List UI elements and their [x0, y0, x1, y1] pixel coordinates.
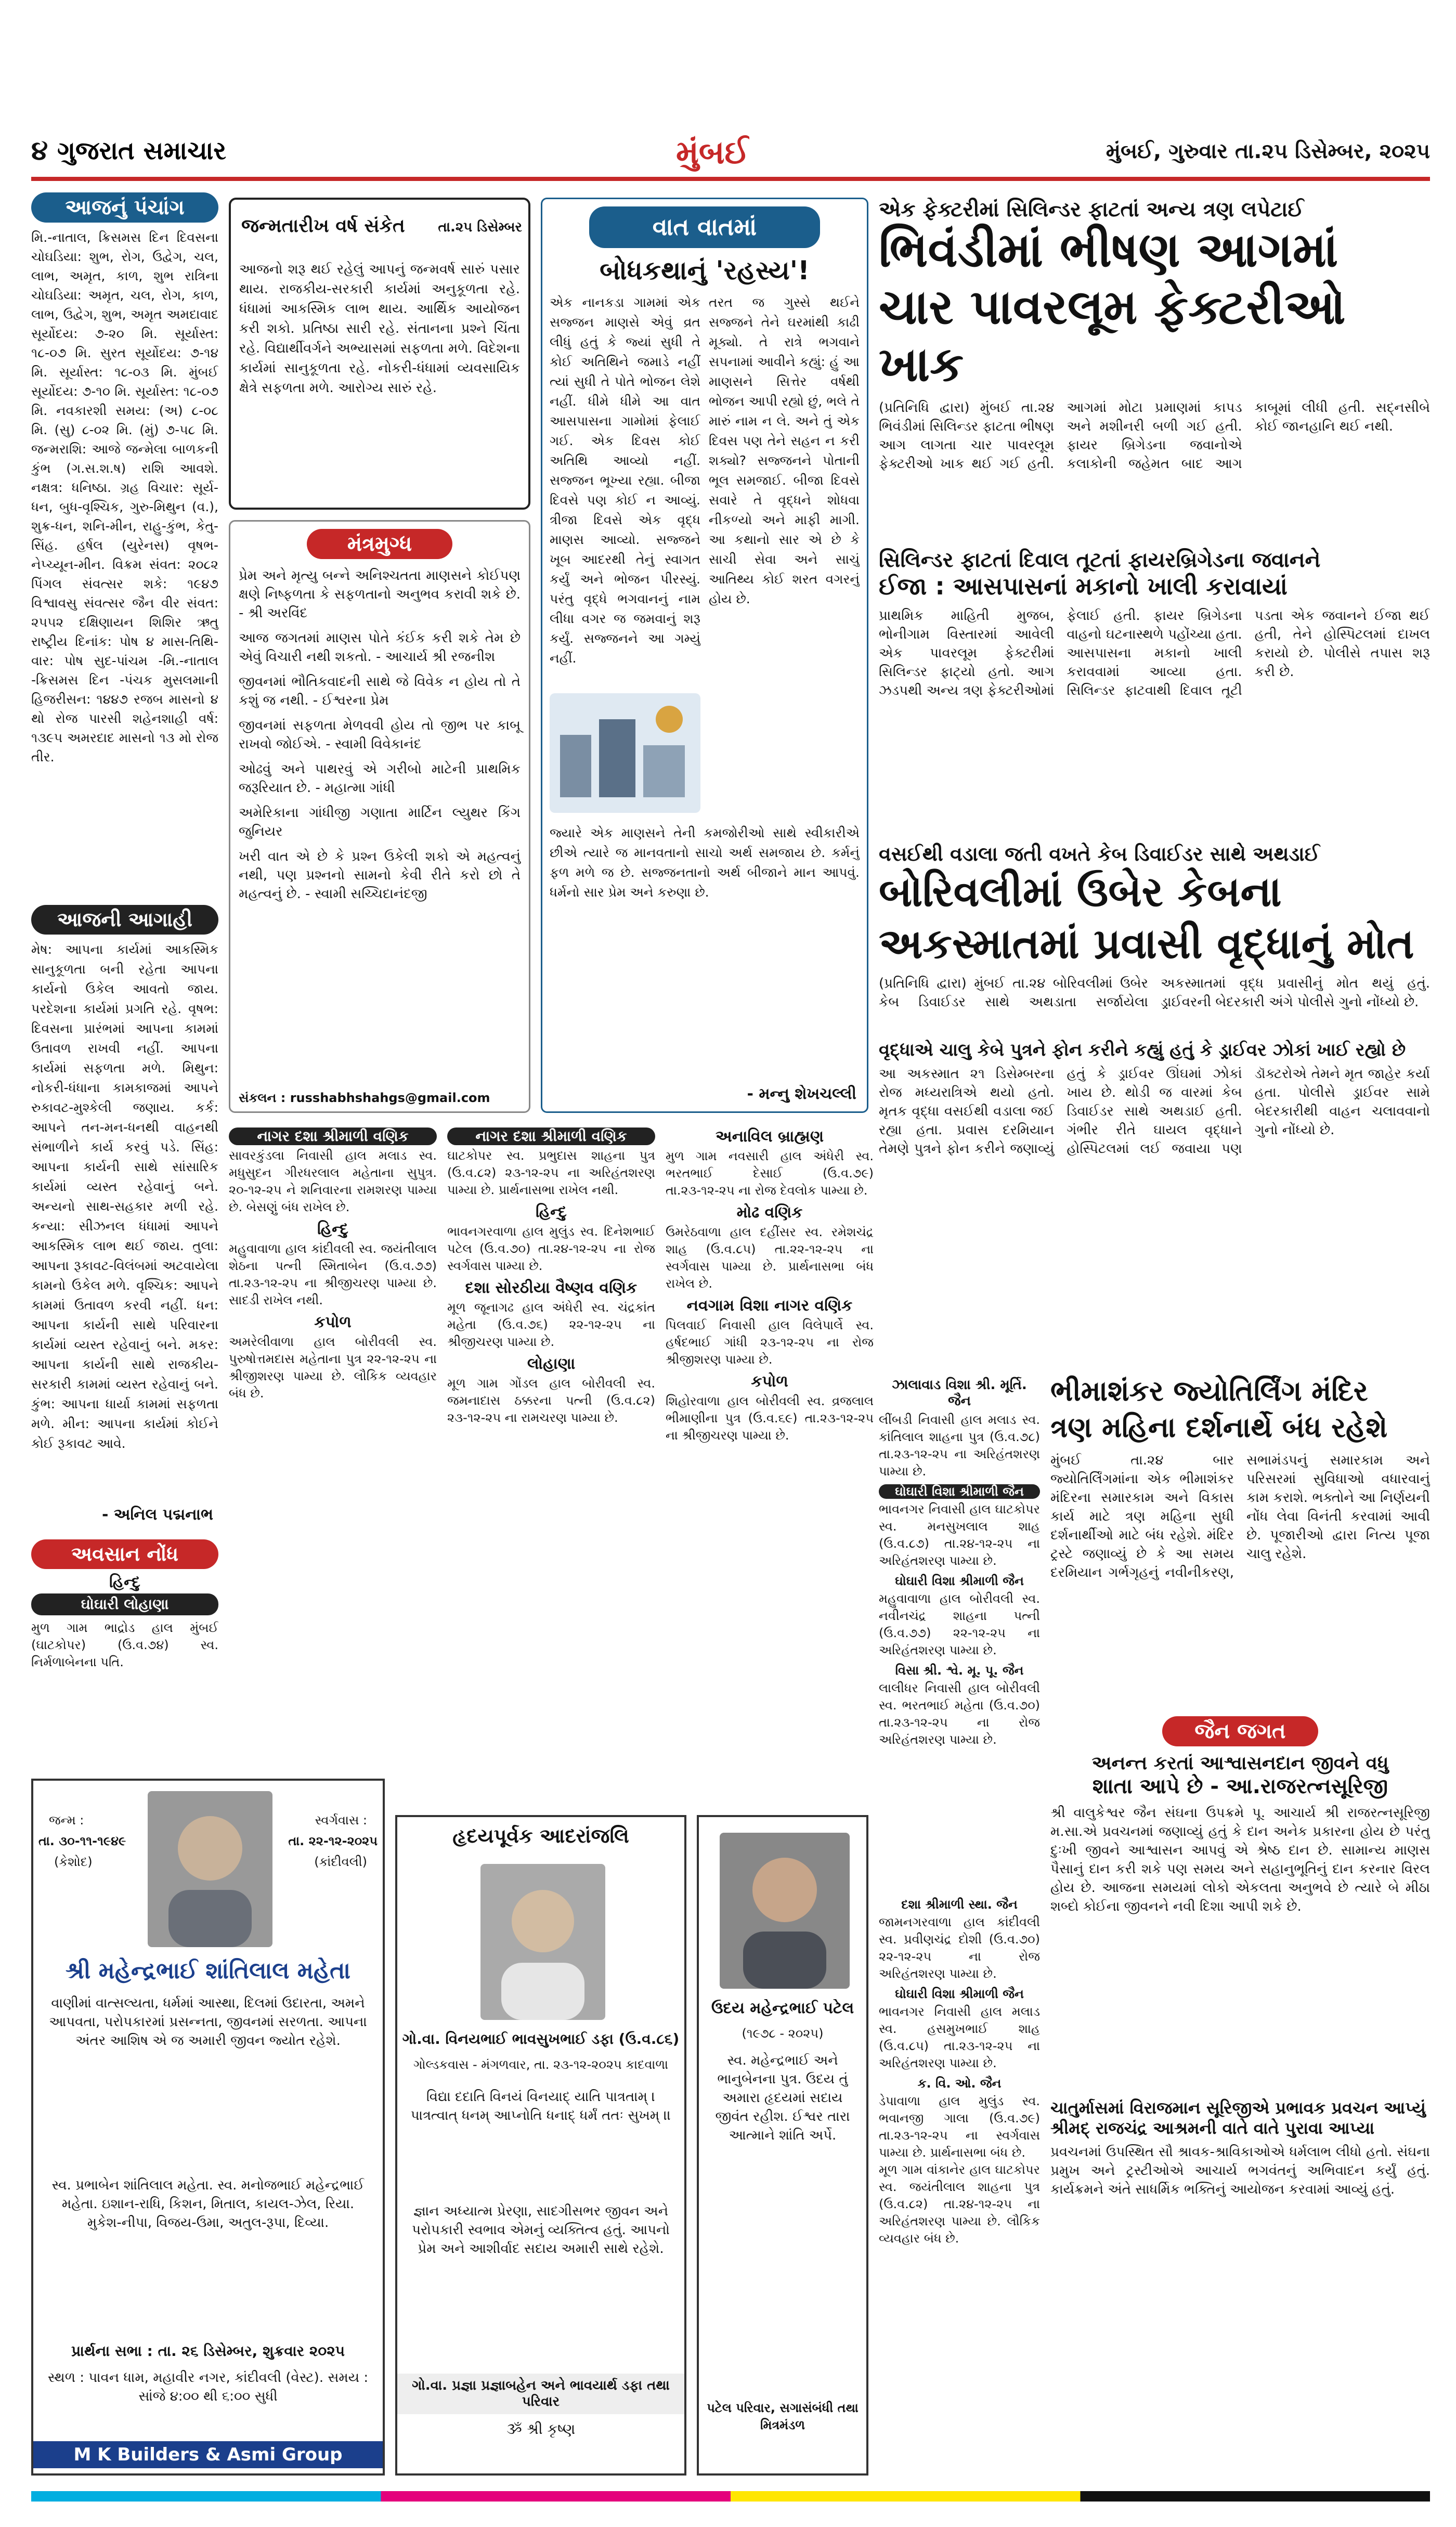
mantra-title: મંત્રમુગ્ધ [307, 529, 452, 559]
ad-janm-place: (કેશોદ) [54, 1855, 93, 1869]
masthead-date: મુંબઈ, ગુરુવાર તા.૨૫ ડિસેમ્બર, ૨૦૨૫ [1106, 139, 1430, 163]
bhiwandi-body-2: પ્રાથમિક માહિતી મુજબ, ભોનીગામ વિસ્તારમાં આવેલી એક પાવરલૂમ ફેક્ટરીમાં સિલિન્ડર ફાટ્યો હતો. આગ ઝડપથી અન્ય ત્રણ ફેક્ટરીઓમાં ફેલાઈ હતી. ફાયર બ્રિગેડના વાહનો ઘટનાસ્થળે પહોંચ્યા હતા. આસપાસના મકાનો ખાલી કરાવવામાં આવ્યા હતા. સિલિન્ડર ફાટવાથી દિવાલ તૂટી પડતા એક જવાનને ઈજા થઈ હતી, તેને હોસ્પિટલમાં દાખલ કરાયો છે. પોલીસે તપાસ શરૂ કરી છે. [879, 608, 1430, 698]
obit-heading: ક. વિ. ઓ. જૈન [917, 2076, 1002, 2091]
obit-entry: પિલવાઈ નિવાસી હાલ વિલેપાર્લે સ્વ. હર્ષદભાઈ ગાંધી ૨૩-૧૨-૨૫ ના રોજ શ્રીજીશરણ પામ્યા છે. [666, 1318, 874, 1367]
vaat-headline: બોધકથાનું 'રહસ્ય'! [600, 255, 810, 286]
ad-mahendrabhai [31, 1779, 385, 2476]
obit-heading: દશા શ્રીમાળી સ્થા. જૈન [901, 1897, 1018, 1912]
borivali-kicker: વસઈથી વડાલા જતી વખતે કેબ ડિવાઈડર સાથે અથડાઈ [879, 843, 1320, 865]
obit-entry: મુળ ગામ નવસારી હાલ અંધેરી સ્વ. ભરતભાઈ દેસાઈ (ઉ.વ.૭૯) તા.૨૩-૧૨-૨૫ ના રોજ દેવલોક પામ્યા છે. [666, 1149, 874, 1198]
obits-col-5 [879, 1893, 1040, 2465]
avsan-section [31, 1539, 218, 1768]
bhiwandi-sub-1: સિલિન્ડર ફાટતાં દિવાલ તૂટતાં ફાયરબ્રિગેડના જવાનને [879, 548, 1321, 572]
ad-mid-photo [480, 1864, 605, 2020]
jain-sub: ચાતુર્માસમાં વિરાજમાન સૂરિજીએ પ્રભાવક પ્રવચન આપ્યું [1050, 2098, 1426, 2118]
person-photo-icon [148, 1791, 272, 1947]
ad-uday [697, 1815, 868, 2476]
obit-entry: સાવરકુંડલા નિવાસી હાલ મલાડ સ્વ. મધુસુદન ગીરધરલાલ મહેતાના સુપુત્ર. ૨૦-૧૨-૨૫ ને શનિવારના રામશરણ પામ્યા છે. બેસણું બંધ રાખેલ છે. [229, 1148, 437, 1214]
panchang-title: આજનું પંચાંગ [31, 192, 218, 223]
jain-sub-2: શ્રીમદ્ રાજચંદ્ર આશ્રમની વાતે વાતે પુરાવા આપ્યા [1050, 2118, 1375, 2138]
obits-col-4 [879, 1373, 1040, 1893]
ad-name: શ્રી મહેન્દ્રભાઈ શાંતિલાલ મહેતા [65, 1958, 351, 1984]
city-illustration-icon [550, 693, 700, 813]
obit-heading: વિસા શ્રી. શ્વે. મૂ. પૂ. જૈન [895, 1663, 1024, 1678]
ad-death-date: તા. ૨૨-૧૨-૨૦૨૫ [288, 1834, 378, 1848]
obit-entry: મૂળ જૂનાગઢ હાલ અંધેરી સ્વ. ચંદ્રકાંત મહેતા (ઉ.વ.૭૬) ૨૨-૧૨-૨૫ ના શ્રીજીચરણ પામ્યા છે. [447, 1300, 655, 1349]
page-number: ૪ [31, 135, 48, 166]
avsan-group: ઘોઘારી લોહાણા [31, 1593, 218, 1615]
janma-title: જન્મતારીખ વર્ષ સંકેત [241, 215, 405, 237]
janma-header [231, 200, 530, 257]
obit-heading: કપોળ [314, 1313, 352, 1331]
ad-uday-family: પટેલ પરિવાર, સગાસંબંધી તથા મિત્રમંડળ [707, 2401, 859, 2432]
jain-section [1050, 1716, 1430, 2476]
bhimashankar-body: મુંબઈ તા.૨૪ બાર જ્યોતિર્લિંગમાંના એક ભીમાશંકર મંદિરના સમારકામ અને વિકાસ કાર્ય માટે ત્રણ મહિના સુધી દર્શનાર્થીઓ માટે બંધ રહેશે. મંદિર ટ્રસ્ટે જણાવ્યું છે કે આ સમય દરમિયાન ગર્ભગૃહનું નવીનીકરણ, સભામંડપનું સમારકામ અને પરિસરમાં સુવિધાઓ વધારવાનું કામ કરાશે. ભક્તોને આ નિર્ણયની નોંધ લેવા વિનંતી કરવામાં આવી છે. પૂજારીઓ દ્વારા નિત્ય પૂજા ચાલુ રહેશે. [1050, 1453, 1430, 1580]
borivali-sub: વૃદ્ધાએ ચાલુ કેબે પુત્રને ફોન કરીને કહ્યું હતું કે ડ્રાઈવર ઝોકાં ખાઈ રહ્યો છે [879, 1040, 1406, 1060]
obit-entry: અમરેલીવાળા હાલ બોરીવલી સ્વ. પુરુષોત્તમદાસ મહેતાના પુત્ર ૨૨-૧૨-૨૫ ના શ્રીજીશરણ પામ્યા છે. લૌકિક વ્યવહાર બંધ છે. [229, 1334, 437, 1401]
vaat-col3: જ્યારે એક માણસને તેની કમજોરીઓ સાથે સ્વીકારીએ છીએ ત્યારે જ માનવતાનો સાચો અર્થ સમજાય છે. કર્મનું ફળ મળે જ છે. સજ્જનતાનો અર્થ બીજાને માન આપવું. ધર્મનો સાર પ્રેમ અને કરુણા છે. [550, 825, 860, 900]
avsan-sub: હિન્દુ [109, 1573, 140, 1591]
ad-mid-body: જ્ઞાન અધ્યાત્મ પ્રેરણા, સાદગીસભર જીવન અને પરોપકારી સ્વભાવ એમનું વ્યક્તિત્વ હતું. આપનો પ્રેમ અને આશીર્વાદ સદાય અમારી સાથે રહેશે. [412, 2204, 670, 2257]
bhiwandi-headline-2: ચાર પાવરલૂમ ફેક્ટરીઓ ખાક [879, 279, 1346, 392]
panchang-text: મિ.-નાતાલ, ક્રિસમસ દિન દિવસના ચોઘડિયા: શુભ, રોગ, ઉદ્વેગ, ચલ, લાભ, અમૃત, કાળ, શુભ રાત્રિના ચોઘડિયા: અમૃત, ચલ, રોગ, કાળ, લાભ, ઉદ્વેગ, શુભ, અમૃત અમદાવાદ સૂર્યોદય: ૭-૨૦ મિ. સૂર્યાસ્ત: ૧૮-૦૭ મિ. સુરત સૂર્યોદય: ૭-૧૪ મિ. સૂર્યાસ્ત: ૧૮-૦૩ મિ. મુંબઈ સૂર્યોદય: ૭-૧૦ મિ. સૂર્યાસ્ત: ૧૮-૦૭ મિ. નવકારશી સમય: (અ) ૮-૦૮ મિ. (સુ) ૮-૦૨ મિ. (મું) ૭-૫૮ મિ. જન્મરાશિ: આજે જન્મેલા બાળકની કુંભ (ગ.સ.શ.ષ) રાશિ આવશે. નક્ષત્ર: ધનિષ્ઠા. ગ્રહ વિચાર: સૂર્ય-ધન, બુધ-વૃશ્ચિક, ગુરુ-મિથુન (વ.), શુક્ર-ધન, શનિ-મીન, રાહુ-કુંભ, કેતુ-સિંહ. હર્ષલ (યુરેનસ) વૃષભ-નેપ્ચ્યૂન-મીન. વિક્રમ સંવત: ૨૦૮૨ પિંગલ સંવત્સર શકે: ૧૯૪૭ વિશ્વાવસુ સંવત્સર જૈન વીર સંવત: ૨૫૫૨ દક્ષિણાયન શિશિર ઋતુ રાષ્ટ્રીય દિનાંક: પોષ ૪ માસ-તિથિ-વાર: પોષ સુદ-પાંચમ -મિ.-નાતાલ -ક્રિસમસ દિન -પંચક મુસલમાની હિજરીસન: ૧૪૪૭ રજબ માસનો ૪ થો રોજ પારસી શહેનશાહી વર્ષ: ૧૩૯૫ અમરદાદ માસનો ૧૩ મો રોજ તીર. [31, 230, 218, 764]
ad-mid-footer: ૐ શ્રી કૃષ્ણ [506, 2420, 576, 2438]
agahi-text: મેષ: આપના કાર્યમાં આકસ્મિક સાનુકૂળતા બની રહેતા આપના કાર્યનો ઉકેલ આવતો જાય. પરદેશના કાર્યમાં પ્રગતિ રહે. વૃષભ: દિવસના પ્રારંભમાં આપના કામમાં ઉતાવળ રાખવી નહીં. આપના કાર્યમાં સફળતા મળે. મિથુન: નોકરી-ધંધાના કામકાજમાં આપને રુકાવટ-મુશ્કેલી જણાય. કર્ક: આપને તન-મન-ધનથી વાહનથી સંભાળીને કાર્ય કરવું પડે. સિંહ: આપના કાર્યની સાથે સાંસારિક કાર્યમાં વ્યસ્ત રહેવાનું બને. અન્યનો સાથ-સહકાર મળી રહે. કન્યા: સીઝનલ ધંધામાં આપને આકસ્મિક લાભ થઈ જાય. તુલા: આપના રૂકાવટ-વિલંબમાં અટવાયેલા કામનો ઉકેલ મળે. વૃશ્ચિક: આપને કામમાં ઉતાવળ કરવી નહીં. ધન: આપના કાર્યની સાથે પરિવારના કાર્યમાં વ્યસ્ત રહેવાનું બને. મકર: આપના કાર્યની સાથે રાજકીય-સરકારી કામમાં વ્યસ્ત રહેવાનું બને. કુંભ: આપના ધાર્યા કામમાં સફળતા મળે. મીન: આપના કાર્યમાં કોઈને કોઈ રૂકાવટ આવે. [31, 942, 218, 1451]
agahi-title: આજની આગાહી [31, 905, 218, 935]
paper-name: ગુજરાત સમાચાર [57, 136, 227, 165]
obit-entry: મૂળ ગામ વાંકાનેર હાલ ઘાટકોપર સ્વ. જયંતીલાલ શાહના પુત્ર (ઉ.વ.૮૨) તા.૨૪-૧૨-૨૫ ના અરિહંતશરણ પામ્યા છે. લૌકિક વ્યવહાર બંધ છે. [879, 2162, 1040, 2246]
ad-uday-dates: (૧૯૭૮ - ૨૦૨૫) [742, 2026, 824, 2041]
jain-headline-1: અનન્ત કરતાં આશ્વાસનદાન જીવને વધુ [1091, 1753, 1389, 1774]
obit-heading: ઝાલાવાડ વિશા શ્રી. મૂર્તિ. જૈન [892, 1377, 1027, 1409]
mantra-contact: સંકલન : russhabhshahgs@gmail.com [239, 1091, 490, 1105]
ad-mid-caption: ગો.વા. વિનયભાઈ ભાવસુખભાઈ ડફા (ઉ.વ.૮૬) [402, 2030, 680, 2047]
obit-entry: લીંબડી નિવાસી હાલ મલાડ સ્વ. કાંતિલાલ શાહના પુત્ર (ઉ.વ.૭૮) તા.૨૩-૧૨-૨૫ ના અરિહંતશરણ પામ્યા છે. [879, 1412, 1040, 1479]
city-name: મુંબઈ [676, 133, 750, 171]
bhiwandi-kicker: એક ફેક્ટરીમાં સિલિન્ડર ફાટતાં અન્ય ત્રણ લપેટાઈ [879, 198, 1304, 222]
obit-heading: લોહાણા [527, 1355, 576, 1373]
obit-entry: ઘાટકોપર સ્વ. પ્રભુદાસ શાહના પુત્ર (ઉ.વ.૮૨) ૨૩-૧૨-૨૫ ના અરિહંતશરણ પામ્યા છે. પ્રાર્થનાસભા રાખેલ નથી. [447, 1148, 655, 1197]
vaat-title: વાત વાતમાં [589, 206, 820, 248]
ad-mid-names: ગો.વા. પ્રજ્ઞા પ્રજ્ઞાબહેન અને ભાવયાર્થ ડફા તથા પરિવાર [397, 2374, 684, 2414]
agahi-author: - અનિલ પદ્મનાભ [101, 1506, 213, 1524]
bhiwandi-sub-2: ઈજા : આસપાસનાં મકાનો ખાલી કરાવાયાં [879, 572, 1288, 600]
obit-heading: ઘોઘારી વિશા શ્રીમાળી જૈન [879, 1484, 1040, 1499]
ad-aadaranjali [395, 1815, 686, 2476]
ad-uday-title: ઉદય મહેન્દ્રભાઈ પટેલ [711, 1999, 854, 2017]
mantra-item: ખરી વાત એ છે કે પ્રશ્ન ઉકેલી શકો એ મહત્વનું નથી, પણ પ્રશ્નનો સામનો કેવી રીતે કરો છો તે મહત્વનું છે. - સ્વામી સચ્ચિદાનંદજી [239, 849, 521, 902]
obit-heading: દશા સોરઠીયા વૈષ્ણવ વણિક [465, 1279, 638, 1297]
obits-col-1 [229, 1123, 437, 1805]
vaat-col2: તરત જ ગુસ્સે થઈને સજ્જને તેને ઘરમાંથી કાઢી મૂક્યો. તે રાત્રે ભગવાને સપનામાં આવીને કહ્યું: હું આ માણસને સિત્તેર વર્ષથી ભોજન આપી રહ્યો છું, ભલે તે મારું નામ ન લે. અને તું એક દિવસ પણ તેને સહન ન કરી શક્યો? સજ્જનને પોતાની ભૂલ સમજાઈ. બીજા દિવસે સવારે તે વૃદ્ધને શોધવા નીકળ્યો અને માફી માગી. આ કથાનો સાર એ છે કે સાચી સેવા અને સાચું આતિથ્ય કોઈ શરત વગરનું હોય છે. [709, 295, 860, 606]
obit-entry: ભાવનગરવાળા હાલ મુલુંડ સ્વ. દિનેશભાઈ પટેલ (ઉ.વ.૭૦) તા.૨૪-૧૨-૨૫ ના રોજ સ્વર્ગવાસ પામ્યા છે. [447, 1224, 655, 1273]
janma-section [229, 198, 530, 510]
person-photo-icon [480, 1864, 605, 2020]
obit-entry: ઉમરેઠવાળા હાલ દહીંસર સ્વ. રમેશચંદ્ર શાહ (ઉ.વ.૮૫) તા.૨૨-૧૨-૨૫ ના સ્વર્ગવાસ પામ્યા છે. પ્રાર્થનાસભા બંધ રાખેલ છે. [666, 1225, 874, 1291]
obit-heading: હિન્દુ [317, 1220, 348, 1238]
obit-heading: હિન્દુ [536, 1203, 567, 1221]
obits-col-2 [447, 1123, 655, 1805]
ad-mid-sub: ગોલ્ડકવાસ - મંગળવાર, તા. ૨૩-૧૨-૨૦૨૫ કાદવાળા [413, 2057, 668, 2072]
vaat-section [541, 198, 868, 1113]
obit-heading: નાગર દશા શ્રીમાળી વણિક [447, 1128, 655, 1145]
masthead-rule [31, 177, 1430, 181]
ad-prayer: પ્રાર્થના સભા : તા. ૨૬ ડિસેમ્બર, શુક્રવાર ૨૦૨૫ [71, 2342, 345, 2360]
bhiwandi-body: (પ્રતિનિધિ દ્વારા) મુંબઈ તા.૨૪ ભિવંડીમાં સિલિન્ડર ફાટતા ભીષણ આગ લાગતા ચાર પાવરલૂમ ફેક્ટરીઓ ખાક થઈ ગઈ હતી. આગમાં મોટા પ્રમાણમાં કાપડ અને મશીનરી બળી ગઈ હતી. ફાયર બ્રિગેડના જવાનોએ કલાકોની જહેમત બાદ આગ કાબૂમાં લીધી હતી. સદ્નસીબે કોઈ જાનહાનિ થઈ નથી. [879, 400, 1430, 472]
ad-death-label: સ્વર્ગવાસ : [315, 1813, 367, 1828]
ad-firm: M K Builders & Asmi Group [33, 2441, 383, 2468]
bhiwandi-headline-1: ભિવંડીમાં ભીષણ આગમાં [879, 222, 1338, 278]
bhimashankar-headline-2: ત્રણ મહિના દર્શનાર્થે બંધ રહેશે [1050, 1411, 1388, 1444]
ad-mid-quote: વિદ્યા દદાતિ વિનયં વિનયાદ્ યાતિ પાત્રતામ્ । પાત્રત્વાત્ ધનમ્ આપ્નોતિ ધનાદ્ ધર્મં તતઃ સુખમ્ ।। [410, 2089, 671, 2123]
obit-heading: ઘોઘારી વિશા શ્રીમાળી જૈન [895, 1574, 1024, 1588]
mantra-item: ઓઢવું અને પાથરવું એ ગરીબો માટેની પ્રાથમિક જરૂરિયાત છે. - મહાત્મા ગાંધી [239, 761, 521, 796]
janma-text: આજનો શરૂ થઈ રહેલું આપનું જન્મવર્ષ સારું પસાર થાય. રાજકીય-સરકારી કાર્યમાં અનુકૂળતા રહે. ધંધામાં આકસ્મિક લાભ થાય. આર્થિક આયોજન કરી શકો. પ્રતિષ્ઠા સારી રહે. સંતાનના પ્રશ્ને ચિંતા રહે. વિદ્યાર્થીવર્ગને અભ્યાસમાં સફળતા મળે. વિદેશના કાર્યમાં સાનુકૂળતા રહે. નોકરી-ધંધામાં વ્યવસાયિક ક્ષેત્રે સફળતા મળે. આરોગ્ય સારું રહે. [239, 262, 520, 396]
obit-heading: નાગર દશા શ્રીમાળી વણિક [229, 1128, 437, 1145]
agahi-section [31, 905, 218, 1529]
borivali-section [879, 843, 1430, 1363]
avsan-title: અવસાન નોંધ [31, 1539, 218, 1569]
avsan-text: મુળ ગામ ભાદ્રોડ હાલ મુંબઈ (ઘાટકોપર) (ઉ.વ.૭૪) સ્વ. નિર્મળાબેનના પતિ. [31, 1621, 218, 1669]
obit-heading: મોઢ વણિક [736, 1203, 803, 1222]
obit-heading: નવગામ વિશા નાગર વણિક [686, 1297, 853, 1315]
vaat-illustration [550, 693, 700, 813]
obit-entry: મહુવાવાળા હાલ કાંદીવલી સ્વ. જયંતીલાલ શેઠના પત્ની સ્મિતાબેન (ઉ.વ.૭૭) તા.૨૩-૧૨-૨૫ ના શ્રીજીચરણ પામ્યા છે. સાદડી રાખેલ નથી. [229, 1241, 437, 1307]
obit-entry: જામનગરવાળા હાલ કાંદીવલી સ્વ. પ્રવીણચંદ્ર દોશી (ઉ.વ.૭૦) ૨૨-૧૨-૨૫ ના રોજ અરિહંતશરણ પામ્યા છે. [879, 1915, 1040, 1981]
obit-entry: ભાવનગર નિવાસી હાલ મલાડ સ્વ. હસમુખભાઈ શાહ (ઉ.વ.૮૫) તા.૨૩-૧૨-૨૫ ના અરિહંતશરણ પામ્યા છે. [879, 2004, 1040, 2070]
jain-body-2: પ્રવચનમાં ઉપસ્થિત સૌ શ્રાવક-શ્રાવિકાઓએ ધર્મલાભ લીધો હતો. સંઘના પ્રમુખ અને ટ્રસ્ટીઓએ આચાર્ય ભગવંતનું અભિવાદન કર્યું હતું. કાર્યક્રમને અંતે સાધર્મિક ભક્તિનું આયોજન કરવામાં આવ્યું હતું. [1050, 2144, 1430, 2197]
mantra-item: પ્રેમ અને મૃત્યુ બન્ને અનિશ્ચતતા માણસને કોઈપણ ક્ષણે નિષ્ફળતા કે સફળતાનો અનુભવ કરાવી શકે છે. - શ્રી અરવિંદ [239, 568, 521, 621]
borivali-body-2: આ અકસ્માત ૨૧ ડિસેમ્બરના રોજ મધ્યરાત્રિએ થયો હતો. મૃતક વૃદ્ધા વસઈથી વડાલા જઈ રહ્યા હતા. પ્રવાસ દરમિયાન તેમણે પુત્રને ફોન કરીને જણાવ્યું હતું કે ડ્રાઈવર ઊંઘમાં ઝોકાં ખાય છે. થોડી જ વારમાં કેબ ડિવાઈડર સાથે અથડાઈ હતી. ગંભીર રીતે ઘાયલ વૃદ્ધાને હોસ્પિટલમાં લઈ જવાયા પણ ડૉક્ટરોએ તેમને મૃત જાહેર કર્યા હતા. પોલીસે ડ્રાઈવર સામે બેદરકારીથી વાહન ચલાવવાનો ગુનો નોંધ્યો છે. [879, 1066, 1430, 1157]
masthead [31, 130, 1430, 177]
ad-uday-body: સ્વ. મહેન્દ્રભાઈ અને ભાનુબેનના પુત્ર. ઉદય તું અમારા હૃદયમાં સદાય જીવંત રહીશ. ઈશ્વર તારા આત્માને શાંતિ અર્પે. [715, 2053, 850, 2143]
bhimashankar-block [1050, 1373, 1430, 1706]
mantra-item: અમેરિકાના ગાંધીજી ગણાતા માર્ટિન લ્યુથર કિંગ જુનિયર [239, 805, 521, 839]
obit-entry: મહુવાવાળા હાલ બોરીવલી સ્વ. નવીનચંદ્ર શાહના પત્ની (ઉ.વ.૭૭) ૨૨-૧૨-૨૫ ના અરિહંતશરણ પામ્યા છે. [879, 1591, 1040, 1657]
obit-heading: ઘોઘારી વિશા શ્રીમાળી જૈન [895, 1987, 1024, 2001]
mantra-item: આજ જગતમાં માણસ પોતે કંઈક કરી શકે તેમ છે એવું વિચારી નથી શકતો. - આચાર્ય શ્રી રજનીશ [239, 630, 521, 665]
ad-janm-label: જન્મ : [49, 1813, 84, 1828]
mantra-item: જીવનમાં ભૌતિકવાદની સાથે જે વિવેક ન હોય તો તે કશું જ નથી. - ઈશ્વરના પ્રેમ [239, 674, 521, 708]
obit-heading: કપોળ [751, 1372, 788, 1391]
borivali-headline-2: અકસ્માતમાં પ્રવાસી વૃદ્ધાનું મોત [879, 919, 1414, 968]
person-photo-icon [720, 1833, 850, 1989]
obit-entry: ભાવનગર નિવાસી હાલ ઘાટકોપર સ્વ. મનસુખલાલ શાહ (ઉ.વ.૮૭) તા.૨૪-૧૨-૨૫ ના અરિહંતશરણ પામ્યા છે. [879, 1502, 1040, 1568]
obit-heading: અનાવિલ બ્રાહ્મણ [716, 1128, 824, 1146]
obits-col-3 [666, 1123, 874, 1805]
print-strip-bottom [31, 2491, 1430, 2502]
ad-uday-photo [720, 1833, 850, 1989]
ad-janm-date: તા. ૩૦-૧૧-૧૯૪૯ [38, 1834, 126, 1848]
jain-body: શ્રી વાલુકેશ્વર જૈન સંઘના ઉપક્રમે પૂ. આચાર્ય શ્રી રાજરત્નસૂરિજી મ.સા.એ પ્રવચનમાં જણાવ્યું હતું કે દાન અનેક પ્રકારના હોય છે પરંતુ દુઃખી જીવને આશ્વાસન આપવું એ શ્રેષ્ઠ દાન છે. સામાન્ય માણસ પૈસાનું દાન કરી શકે પણ સમય અને સહાનુભૂતિનું દાન કરનાર વિરલ હોય છે. આજના સમયમાં લોકો એકલતા અનુભવે છે ત્યારે બે મીઠા શબ્દો કોઈના જીવનને નવી દિશા આપી શકે છે. [1050, 1805, 1430, 1914]
obit-entry: ડેપાવાળા હાલ મુલુંડ સ્વ. ભવાનજી ગાલા (ઉ.વ.૭૯) તા.૨૩-૧૨-૨૫ ના સ્વર્ગવાસ પામ્યા છે. પ્રાર્થનાસભા બંધ છે. [879, 2094, 1040, 2160]
mantra-section [229, 520, 530, 1113]
obit-entry: મૂળ ગામ ગોંડલ હાલ બોરીવલી સ્વ. જમનાદાસ ઠક્કરના પત્ની (ઉ.વ.૮૨) ૨૩-૧૨-૨૫ ના રામચરણ પામ્યા છે. [447, 1376, 655, 1425]
vaat-author: - મન્નુ શેખચલ્લી [747, 1085, 856, 1103]
bhiwandi-section [879, 198, 1430, 832]
ad-photo [148, 1791, 272, 1947]
obit-entry: શિહોરવાળા હાલ બોરીવલી સ્વ. વ્રજલાલ ભીમાણીના પુત્ર (ઉ.વ.૬૯) તા.૨૩-૧૨-૨૫ ના શ્રીજીચરણ પામ્યા છે. [666, 1394, 874, 1443]
ad-death-place: (કાંદીવલી) [314, 1855, 367, 1869]
jain-headline-2: શાતા આપે છે - આ.રાજરત્નસૂરિજી [1092, 1774, 1388, 1798]
janma-date: તા.૨૫ ડિસેમ્બર [438, 219, 522, 235]
vaat-col1: એક નાનકડા ગામમાં એક સજ્જન માણસે એવું વ્રત લીધું હતું કે જ્યાં સુધી તે કોઈ અતિથિને જમાડે નહીં ત્યાં સુધી તે પોતે ભોજન લેશે નહીં. ધીમે ધીમે આ વાત આસપાસના ગામોમાં ફેલાઈ ગઈ. એક દિવસ કોઈ અતિથિ આવ્યો નહીં. સજ્જન ભૂખ્યા રહ્યા. બીજા દિવસે પણ કોઈ ન આવ્યું. ત્રીજા દિવસે એક વૃદ્ધ માણસ આવ્યો. સજ્જને ખૂબ આદરથી તેનું સ્વાગત કર્યું અને ભોજન પીરસ્યું. પરંતુ વૃદ્ધે ભગવાનનું નામ લીધા વગર જ જમવાનું શરૂ કર્યું. સજ્જનને આ ગમ્યું નહીં. [550, 295, 700, 666]
borivali-body: (પ્રતિનિધિ દ્વારા) મુંબઈ તા.૨૪ બોરિવલીમાં ઉબેર કેબ ડિવાઈડર સાથે અથડાતા સર્જાયેલા અકસ્માતમાં વૃદ્ધ પ્રવાસીનું મોત થયું હતું. ડ્રાઈવરની બેદરકારી અંગે પોલીસે ગુનો નોંધ્યો છે. [879, 976, 1430, 1010]
borivali-headline-1: બોરિવલીમાં ઉબેર કેબના [879, 867, 1282, 916]
ad-body: વાણીમાં વાત્સલ્યતા, ધર્મમાં આસ્થા, દિલમાં ઉદારતા, અમને આપવતા, પરોપકારમાં પ્રસન્નતા, જીવનમાં સરળતા. આપના અંતર આશિષ એ જ અમારી જીવન જ્યોત રહેશે. [49, 1995, 367, 2049]
ad-family: સ્વ. પ્રભાબેન શાંતિલાલ મહેતા. સ્વ. મનોજભાઈ મહેન્દ્રભાઈ મહેતા. ઇશાન-રાધિ, કિશન, મિતાલ, કાયલ-ઝેલ, રિયા. મુકેશ-નીપા, વિજય-ઉમા, અતુલ-રૂપા, દિવ્યા. [51, 2178, 365, 2231]
ad-mid-title: હૃદયપૂર્વક આદરાંજલિ [452, 1824, 629, 1847]
ad-venue: સ્થળ : પાવન ધામ, મહાવીર નગર, કાંદીવલી (વેસ્ટ). સમય : સાંજે ૪:૦૦ થી ૬:૦૦ સુધી [47, 2370, 369, 2404]
bhimashankar-headline-1: ભીમાશંકર જ્યોતિર્લિંગ મંદિર [1050, 1375, 1368, 1407]
panchang-section [31, 192, 218, 900]
obit-entry: લાલીધર નિવાસી હાલ બોરીવલી સ્વ. ભરતભાઈ મહેતા (ઉ.વ.૭૦) તા.૨૩-૧૨-૨૫ ના રોજ અરિહંતશરણ પામ્યા છે. [879, 1681, 1040, 1747]
mantra-item: જીવનમાં સફળતા મેળવવી હોય તો જીભ પર કાબૂ રાખવો જોઈએ. - સ્વામી વિવેકાનંદ [239, 718, 521, 752]
mantra-list [230, 566, 529, 903]
jain-title: જૈન જગત [1162, 1716, 1318, 1746]
